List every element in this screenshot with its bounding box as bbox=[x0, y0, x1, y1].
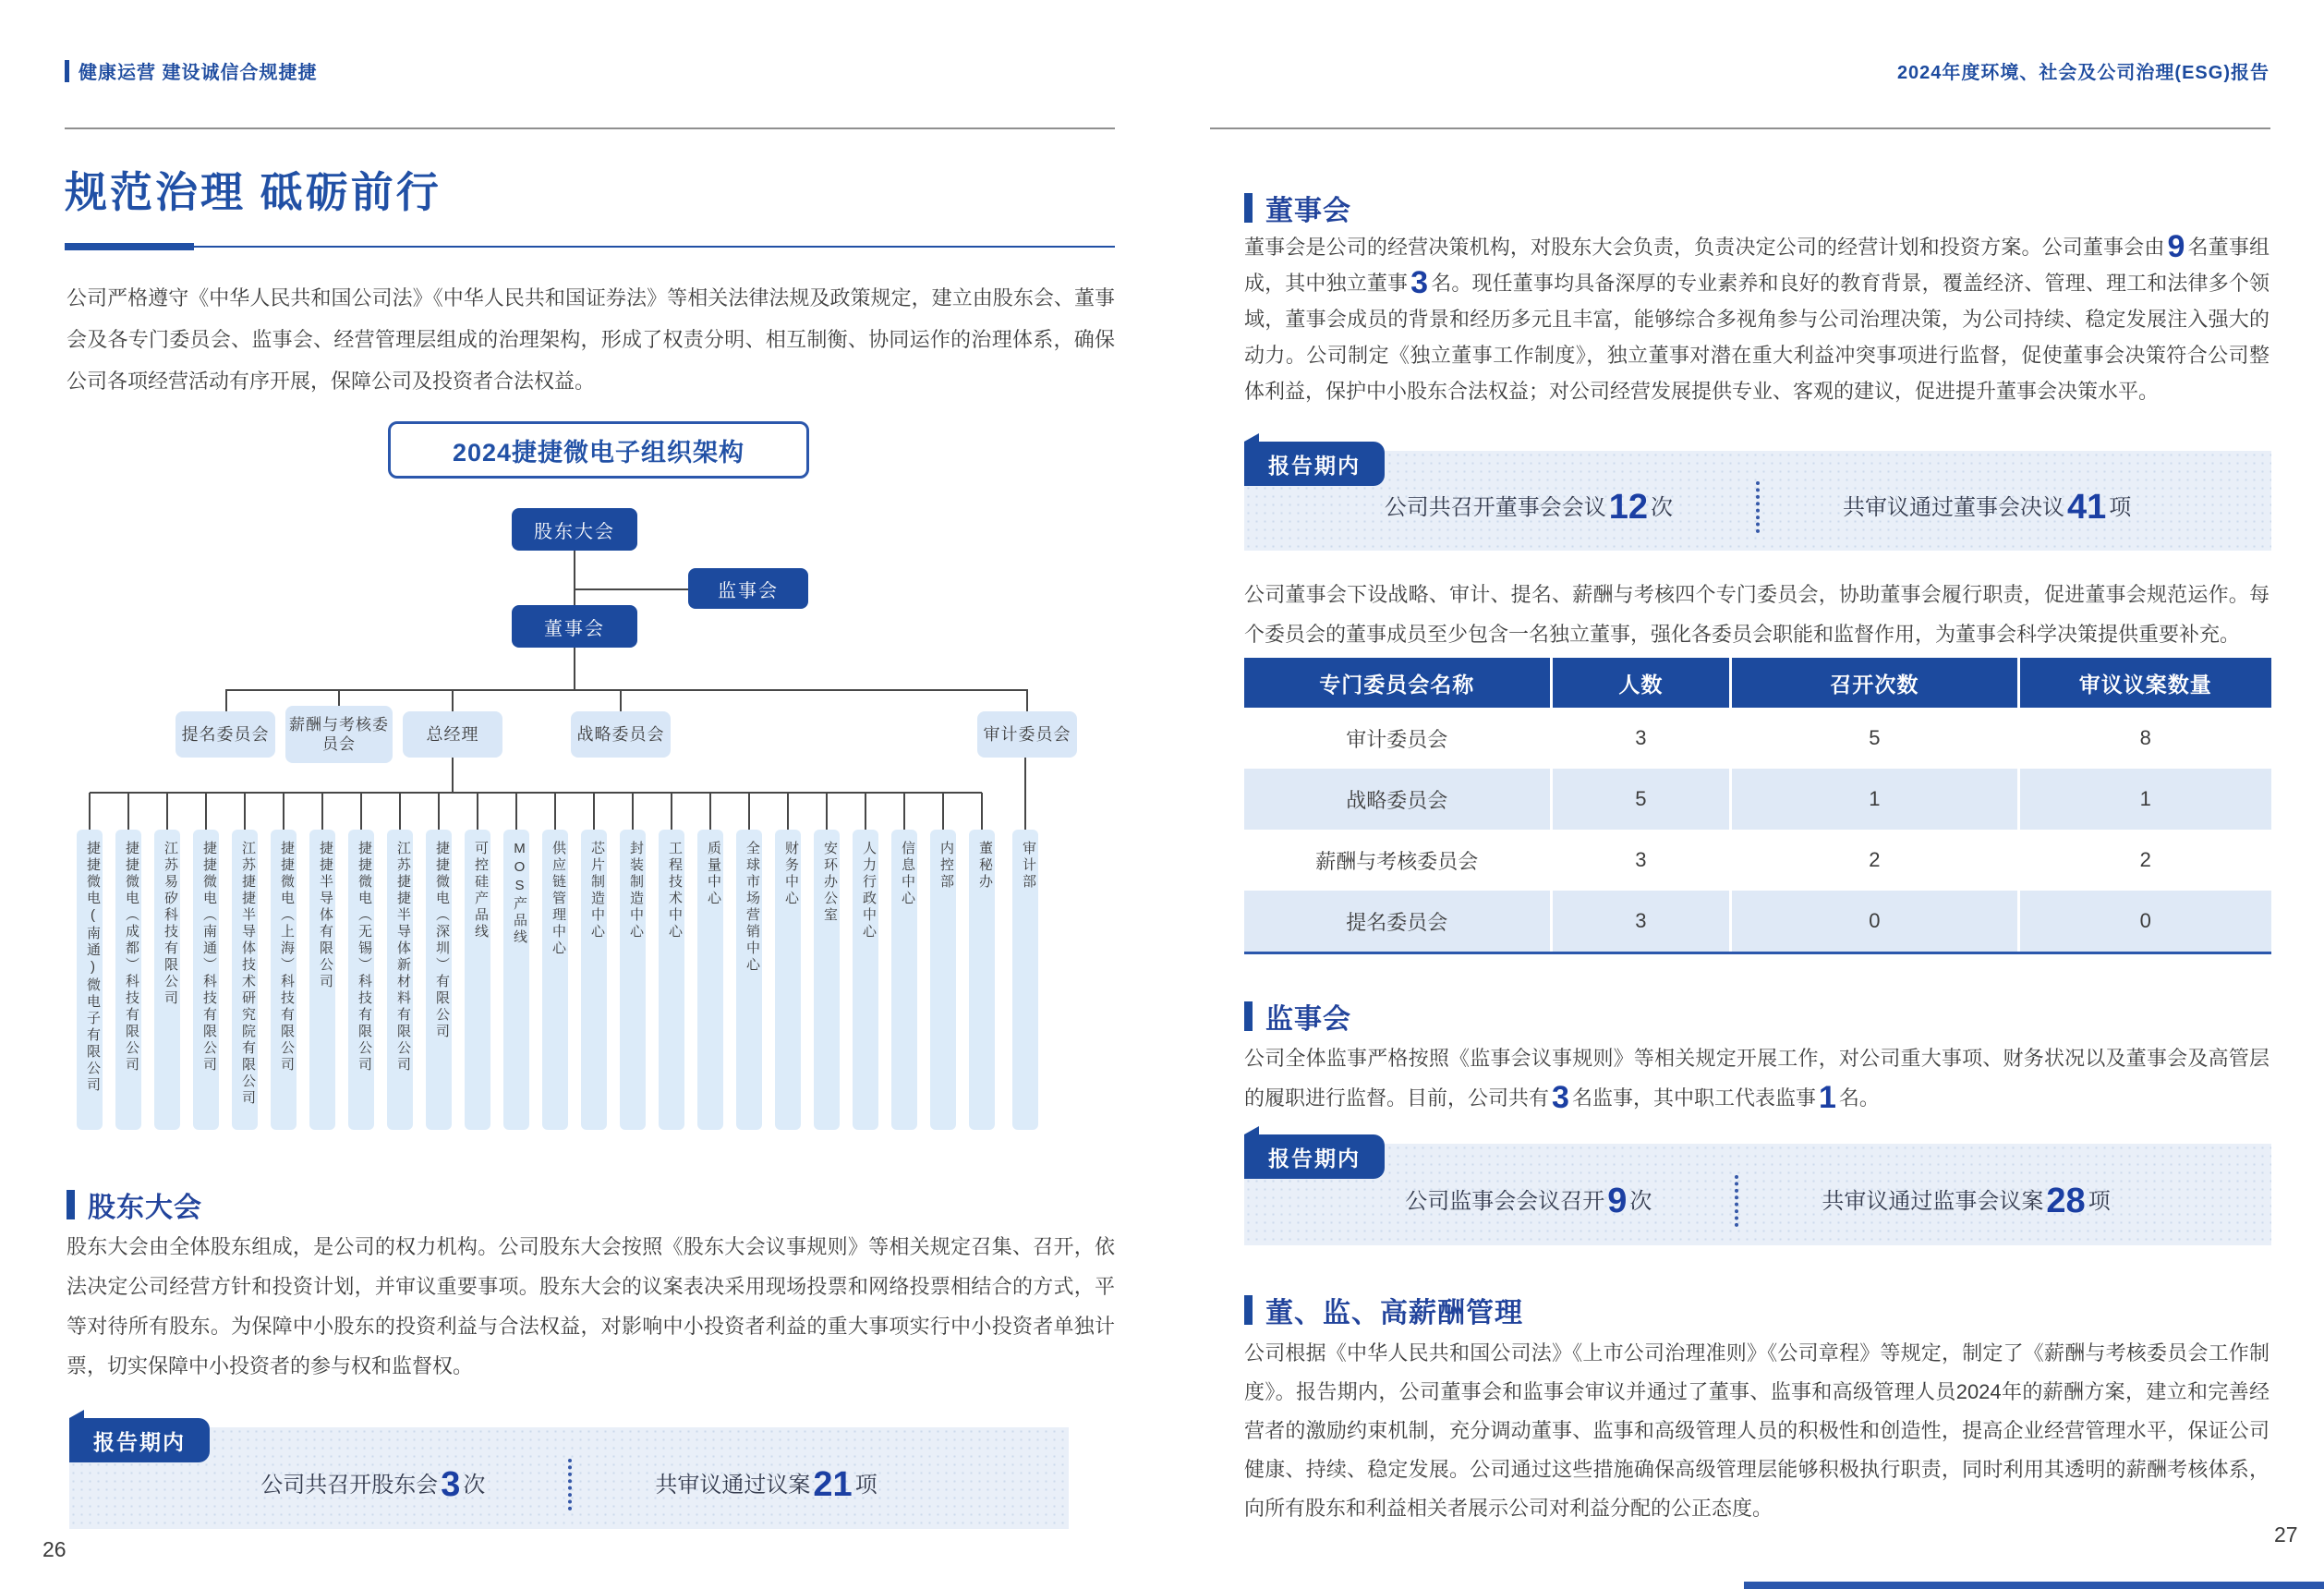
table-cell: 3 bbox=[1553, 830, 1733, 891]
report-period-box-shareholders bbox=[69, 1427, 1069, 1529]
connector-line bbox=[593, 793, 595, 830]
stat-prefix: 共审议通过董事会决议 bbox=[1843, 494, 2064, 520]
inline-number: 3 bbox=[1552, 1080, 1569, 1115]
table-cell: 战略委员会 bbox=[1244, 769, 1553, 830]
table-cell: 0 bbox=[2020, 891, 2271, 952]
stat-prefix: 公司共召开股东会 bbox=[260, 1472, 439, 1498]
stats-row bbox=[1244, 451, 2271, 551]
org-column bbox=[348, 793, 374, 1130]
section-heading-supervisory bbox=[1244, 996, 1351, 1037]
inline-number: 9 bbox=[2167, 229, 2185, 264]
table-cell: 2 bbox=[1732, 830, 2019, 891]
table-cell: 3 bbox=[1553, 891, 1733, 952]
heading-accent-bar bbox=[67, 1190, 75, 1219]
report-period-ribbon bbox=[1244, 442, 1385, 486]
connector-line bbox=[942, 793, 944, 830]
org-dept-box: 供应链管理中心 bbox=[542, 830, 568, 1130]
connector-line bbox=[554, 793, 556, 830]
connector-line bbox=[574, 551, 575, 606]
org-dept-box: 江苏易矽科技有限公司 bbox=[154, 830, 180, 1130]
dotted-divider bbox=[1756, 481, 1760, 533]
table-cell: 1 bbox=[2020, 769, 2271, 830]
paragraph-text: 名监事，其中职工代表监事 bbox=[1571, 1086, 1816, 1110]
connector-line bbox=[1024, 758, 1026, 830]
paragraph-text: 名。 bbox=[1838, 1086, 1880, 1110]
org-column bbox=[154, 793, 180, 1130]
connector-line bbox=[321, 793, 323, 830]
org-column bbox=[659, 793, 684, 1130]
paragraph-text: 公司全体监事严格按照《监事会议事规则》等相关规定开展工作，对公司重大事项、财务状况以及董事会及高管层的履职进行监督。目前，公司共有 bbox=[1244, 1047, 2270, 1110]
org-department-columns bbox=[77, 793, 995, 1130]
connector-line bbox=[283, 793, 284, 830]
org-dept-box: 人力行政中心 bbox=[853, 830, 878, 1130]
table-cell: 1 bbox=[1732, 769, 2019, 830]
org-dept-box: 质量中心 bbox=[697, 830, 723, 1130]
org-column bbox=[814, 793, 840, 1130]
table-cell: 薪酬与考核委员会 bbox=[1244, 830, 1553, 891]
heading-accent-bar bbox=[1244, 193, 1253, 223]
org-node-compensation-committee: 薪酬与考核委员会 bbox=[285, 706, 393, 763]
intro-paragraph: 公司严格遵守《中华人民共和国公司法》《中华人民共和国证券法》等相关法律法规及政策规定，建立由股东会、董事会及各专门委员会、监事会、经营管理层组成的治理架构，形成了权责分明、相互制衡、协同运作的治理体系，确保公司各项经营活动有序开展，保障公司及投资者合法权益。 bbox=[67, 286, 1115, 393]
stat-value: 9 bbox=[1607, 1181, 1628, 1220]
connector-line bbox=[574, 588, 688, 590]
footer-accent-strip bbox=[1744, 1582, 2324, 1589]
report-period-ribbon bbox=[1244, 1134, 1385, 1179]
section-heading-compensation bbox=[1244, 1290, 1523, 1330]
org-dept-box: 捷捷微电（南通）科技有限公司 bbox=[193, 830, 219, 1130]
org-node-board: 董事会 bbox=[512, 605, 637, 648]
org-dept-box: 审计部 bbox=[1012, 830, 1038, 1130]
stat-suffix: 次 bbox=[463, 1472, 486, 1498]
table-cell: 5 bbox=[1732, 708, 2019, 769]
table-cell: 2 bbox=[2020, 830, 2271, 891]
org-column bbox=[697, 793, 723, 1130]
org-dept-box: 捷捷微电(南通)微电子有限公司 bbox=[77, 830, 103, 1130]
report-period-box-supervisory bbox=[1244, 1144, 2271, 1245]
org-node-audit-committee: 审计委员会 bbox=[977, 711, 1077, 758]
title-underline bbox=[65, 246, 1115, 248]
stat-prefix: 共审议通过监事会议案 bbox=[1822, 1188, 2044, 1214]
org-dept-box: 江苏捷捷半导体技术研究院有限公司 bbox=[232, 830, 258, 1130]
connector-line bbox=[826, 793, 828, 830]
stat-prefix: 公司监事会会议召开 bbox=[1405, 1188, 1605, 1214]
connector-line bbox=[709, 793, 711, 830]
stat-proposals bbox=[655, 1465, 877, 1505]
table-header-row bbox=[1244, 658, 2271, 708]
connector-line bbox=[865, 793, 866, 830]
section-heading-text: 股东大会 bbox=[88, 1193, 202, 1223]
connector-line bbox=[226, 689, 1027, 691]
org-column bbox=[930, 793, 956, 1130]
inline-number: 3 bbox=[1410, 265, 1429, 300]
dotted-divider bbox=[1735, 1175, 1738, 1227]
compensation-paragraph: 公司根据《中华人民共和国公司法》《上市公司治理准则》《公司章程》等规定，制定了《薪酬与考核委员会工作制度》。报告期内，公司董事会和监事会审议并通过了董事、监事和高级管理人员2024年的薪酬方案，建立和完善经营者的激励约束机制，充分调动董事、监事和高级管理人员的积极性和创造性，提高企业经营管理水平，保证公司健康、持续、稳定发展。公司通过这些措施确保高级管理层能够积极执行职责，同时利用其透明的薪酬考核体系，向所有股东和利益相关者展示公司对利益分配的公正态度。 bbox=[1244, 1341, 2270, 1520]
org-dept-box: 捷捷微电（无锡）科技有限公司 bbox=[348, 830, 374, 1130]
stat-meetings bbox=[1405, 1182, 1652, 1221]
stat-prefix: 共审议通过议案 bbox=[655, 1472, 811, 1498]
org-column bbox=[271, 793, 297, 1130]
org-dept-box: 全球市场营销中心 bbox=[736, 830, 762, 1130]
stat-prefix: 公司共召开董事会会议 bbox=[1384, 494, 1606, 520]
org-node-supervisory-board: 监事会 bbox=[688, 568, 808, 609]
connector-line bbox=[903, 793, 905, 830]
org-column bbox=[969, 793, 995, 1130]
org-column bbox=[775, 793, 801, 1130]
connector-line bbox=[452, 758, 454, 793]
stats-row bbox=[69, 1427, 1069, 1529]
paragraph-text: 董事会是公司的经营决策机构，对股东大会负责，负责决定公司的经营计划和投资方案。公司董事会由 bbox=[1244, 236, 2165, 259]
connector-line bbox=[620, 689, 622, 713]
org-dept-box: 董秘办 bbox=[969, 830, 995, 1130]
connector-line bbox=[205, 793, 207, 830]
connector-line bbox=[671, 793, 672, 830]
org-dept-box: 捷捷微电（成都）科技有限公司 bbox=[115, 830, 141, 1130]
running-header-right bbox=[1244, 57, 2270, 84]
header-rule-right bbox=[1210, 127, 2270, 129]
stat-suffix: 项 bbox=[854, 1472, 878, 1498]
org-dept-box: 芯片制造中心 bbox=[581, 830, 607, 1130]
org-column bbox=[387, 793, 413, 1130]
org-dept-box: 封装制造中心 bbox=[620, 830, 646, 1130]
connector-line bbox=[225, 689, 227, 713]
org-column bbox=[581, 793, 607, 1130]
section-heading-text: 董、监、高薪酬管理 bbox=[1265, 1298, 1523, 1328]
table-header-cell: 审议议案数量 bbox=[2020, 658, 2271, 708]
stat-meetings bbox=[1385, 488, 1673, 528]
table-cell: 0 bbox=[1732, 891, 2019, 952]
running-header-right-text: 2024年度环境、社会及公司治理(ESG)报告 bbox=[1896, 63, 2270, 83]
org-node-general-manager: 总经理 bbox=[403, 711, 502, 758]
stat-suffix: 项 bbox=[2109, 494, 2132, 520]
stats-row bbox=[1244, 1144, 2271, 1245]
committees-note-paragraph: 公司董事会下设战略、审计、提名、薪酬与考核四个专门委员会，协助董事会履行职责，促进董事会规范运作。每个委员会的董事成员至少包含一名独立董事，强化各委员会职能和监督作用，为董事会科学决策提供重要补充。 bbox=[1244, 583, 2270, 646]
org-column bbox=[193, 793, 219, 1130]
table-row bbox=[1244, 708, 2271, 769]
table-cell: 3 bbox=[1553, 708, 1733, 769]
org-column bbox=[503, 793, 529, 1130]
org-column-audit-dept bbox=[1012, 830, 1038, 1134]
paragraph-text: 名董事组成，其中独立董事 bbox=[1244, 236, 2270, 295]
connector-line bbox=[244, 793, 246, 830]
ribbon-label: 报告期内 bbox=[93, 1429, 186, 1454]
org-dept-box: 捷捷微电（深圳）有限公司 bbox=[426, 830, 452, 1130]
stat-resolutions bbox=[1843, 488, 2131, 528]
org-dept-box: 信息中心 bbox=[891, 830, 917, 1130]
section-heading-text: 监事会 bbox=[1265, 1004, 1351, 1035]
table-cell: 提名委员会 bbox=[1244, 891, 1553, 952]
table-cell: 审计委员会 bbox=[1244, 708, 1553, 769]
paragraph-text: 名。现任董事均具备深厚的专业素养和良好的教育背景，覆盖经济、管理、理工和法律多个领域，董事会成员的背景和经历多元且丰富，能够综合多视角参与公司治理决策，为公司持续、稳定发展注入强大的动力。公司制定《独立董事工作制度》，独立董事对潜在重大利益冲突事项进行监督，促使董事会决策符合公司整体利益，保护中小股东合法权益；对公司经营发展提供专业、客观的建议，促进提升董事会决策水平。 bbox=[1244, 272, 2270, 403]
org-dept-box: 可控硅产品线 bbox=[465, 830, 490, 1130]
table-row bbox=[1244, 830, 2271, 891]
stat-meetings bbox=[260, 1465, 485, 1505]
connector-line bbox=[166, 793, 168, 830]
shareholders-paragraph: 股东大会由全体股东组成，是公司的权力机构。公司股东大会按照《股东大会议事规则》等相关规定召集、召开，依法决定公司经营方针和投资计划，并审议重要事项。股东大会的议案表决采用现场投票和网络投票相结合的方式，平等对待所有股东。为保障中小股东的投资利益与合法权益，对影响中小投资者利益的重大事项实行中小投资者单独计票，切实保障中小投资者的参与权和监督权。 bbox=[67, 1235, 1115, 1377]
org-column bbox=[542, 793, 568, 1130]
table-header-cell: 人数 bbox=[1553, 658, 1733, 708]
header-rule-left bbox=[65, 127, 1115, 129]
section-heading-text: 董事会 bbox=[1265, 196, 1351, 226]
header-accent-bar bbox=[65, 60, 69, 82]
org-column bbox=[465, 793, 490, 1130]
dotted-divider bbox=[568, 1459, 572, 1510]
org-node-nomination-committee: 提名委员会 bbox=[176, 711, 275, 758]
committee-table bbox=[1244, 658, 2271, 954]
org-column bbox=[736, 793, 762, 1130]
org-column bbox=[426, 793, 452, 1130]
report-period-box-board bbox=[1244, 451, 2271, 551]
org-node-strategy-committee: 战略委员会 bbox=[571, 711, 671, 758]
org-chart-title: 2024捷捷微电子组织架构 bbox=[388, 421, 809, 479]
org-dept-box: 捷捷半导体有限公司 bbox=[309, 830, 335, 1130]
org-column bbox=[620, 793, 646, 1130]
org-node-shareholders: 股东大会 bbox=[512, 508, 637, 551]
org-dept-box: 内控部 bbox=[930, 830, 956, 1130]
connector-line bbox=[787, 793, 789, 830]
connector-line bbox=[632, 793, 634, 830]
org-dept-box: 工程技术中心 bbox=[659, 830, 684, 1130]
connector-line bbox=[981, 793, 983, 830]
page-number-left: 26 bbox=[42, 1537, 67, 1561]
connector-line bbox=[360, 793, 362, 830]
section-heading-board bbox=[1244, 188, 1351, 228]
page-number-right: 27 bbox=[2274, 1522, 2298, 1547]
stat-value: 28 bbox=[2046, 1181, 2086, 1220]
org-dept-box: MOS产品线 bbox=[503, 830, 529, 1130]
org-dept-box: 捷捷微电（上海）科技有限公司 bbox=[271, 830, 297, 1130]
stat-suffix: 次 bbox=[1651, 494, 1673, 520]
connector-line bbox=[1026, 689, 1028, 713]
org-dept-box: 安环办公室 bbox=[814, 830, 840, 1130]
org-column bbox=[309, 793, 335, 1130]
connector-line bbox=[574, 648, 575, 690]
stat-value: 41 bbox=[2067, 487, 2107, 527]
connector-line bbox=[515, 793, 517, 830]
supervisory-paragraph bbox=[1244, 1038, 2270, 1118]
org-column bbox=[232, 793, 258, 1130]
heading-accent-bar bbox=[1244, 1295, 1253, 1325]
org-column bbox=[891, 793, 917, 1130]
table-header-cell: 召开次数 bbox=[1732, 658, 2019, 708]
stat-value: 12 bbox=[1608, 487, 1648, 527]
report-period-ribbon bbox=[69, 1418, 210, 1462]
heading-accent-bar bbox=[1244, 1001, 1253, 1031]
org-chart bbox=[46, 416, 1122, 1136]
connector-line bbox=[338, 689, 340, 708]
connector-line bbox=[748, 793, 750, 830]
connector-line bbox=[477, 793, 478, 830]
ribbon-label: 报告期内 bbox=[1268, 1146, 1361, 1171]
stat-value: 3 bbox=[441, 1464, 461, 1504]
table-cell: 5 bbox=[1553, 769, 1733, 830]
page-right bbox=[1162, 0, 2324, 1589]
org-column bbox=[115, 793, 141, 1130]
stat-proposals bbox=[1822, 1182, 2110, 1221]
table-row bbox=[1244, 891, 2271, 952]
org-column bbox=[853, 793, 878, 1130]
org-dept-box: 江苏捷捷半导体新材料有限公司 bbox=[387, 830, 413, 1130]
ribbon-label: 报告期内 bbox=[1268, 453, 1361, 478]
section-heading-shareholders bbox=[67, 1184, 202, 1225]
inline-number: 1 bbox=[1818, 1080, 1836, 1115]
table-header-cell: 专门委员会名称 bbox=[1244, 658, 1553, 708]
table-cell: 8 bbox=[2020, 708, 2271, 769]
connector-line bbox=[89, 793, 91, 830]
stat-suffix: 次 bbox=[1629, 1188, 1652, 1214]
connector-line bbox=[127, 793, 129, 830]
connector-line bbox=[438, 793, 440, 830]
board-paragraph bbox=[1244, 229, 2270, 409]
table-row bbox=[1244, 769, 2271, 830]
org-column bbox=[77, 793, 103, 1130]
connector-line bbox=[452, 689, 454, 713]
page-title: 规范治理 砥砺前行 bbox=[65, 168, 442, 216]
running-header-left-text: 健康运营 建设诚信合规捷捷 bbox=[79, 63, 318, 83]
stat-value: 21 bbox=[813, 1464, 853, 1504]
connector-line bbox=[399, 793, 401, 830]
org-dept-box: 财务中心 bbox=[775, 830, 801, 1130]
stat-suffix: 项 bbox=[2088, 1188, 2111, 1214]
running-header-left bbox=[65, 57, 318, 84]
